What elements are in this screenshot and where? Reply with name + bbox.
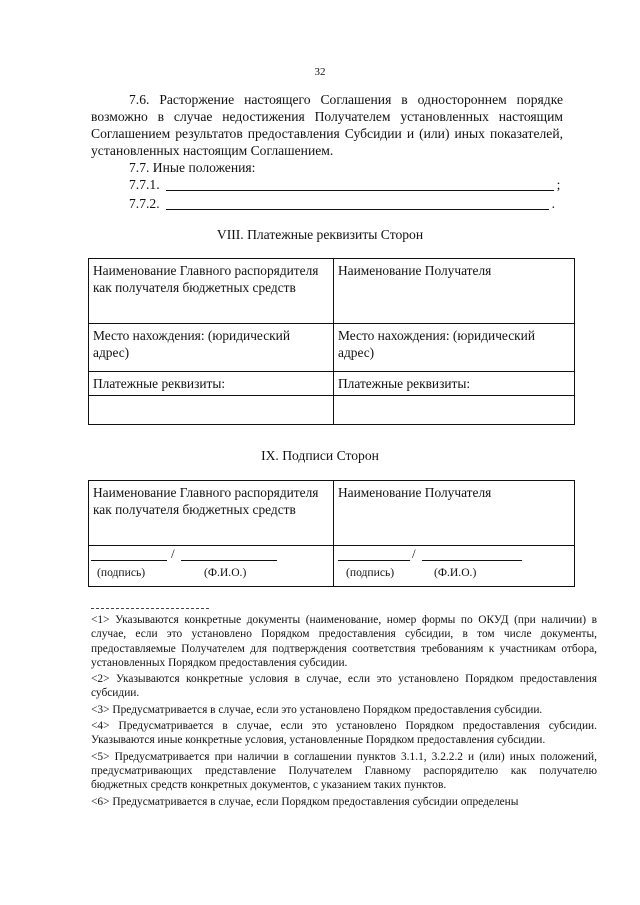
clause-7-7-1-end: ; <box>556 177 561 192</box>
table-row <box>89 396 575 425</box>
right-signature-cell <box>334 546 575 587</box>
right-party-title: Наименование Получателя <box>334 481 575 546</box>
left-slash: / <box>171 546 175 561</box>
section-8-heading: VIII. Платежные реквизиты Сторон <box>216 227 424 242</box>
table-row <box>89 324 575 372</box>
right-name-line[interactable] <box>422 560 522 561</box>
left-name-line[interactable] <box>181 560 277 561</box>
right-slash: / <box>412 546 416 561</box>
footnote-4: <4> Предусматривается в случае, если это установлено Порядком предоставления субсидии. Указываются иные конкретные условия, установленные Порядком предоставления субсидии. <box>91 720 597 747</box>
footnote-3: <3> Предусматривается в случае, если это установлено Порядком предоставления субсидии. <box>91 703 543 716</box>
page-number: 32 <box>314 66 326 78</box>
footnote-2: <2> Указываются конкретные условия в случае, если это установлено Порядком предоставления субсидии. <box>91 673 597 700</box>
clause-7-7-1 <box>91 176 563 193</box>
footnotes <box>91 613 597 811</box>
table-row <box>89 259 575 324</box>
table-cell: Наименование Главного распорядителя как получателя бюджетных средств <box>89 259 334 324</box>
clause-7-6: 7.6. Расторжение настоящего Соглашения в одностороннем порядке возможно в случае недостижения Получателем установленных настоящим Соглашением результатов предоставления Субсидии и (или) иных показателей, установленных настоящим Соглашением. <box>91 92 563 158</box>
section-9-heading: IX. Подписи Сторон <box>261 448 379 463</box>
table-cell: Платежные реквизиты: <box>89 372 334 396</box>
clause-7-7-2-end: . <box>551 196 555 211</box>
table-cell: Место нахождения: (юридический адрес) <box>334 324 575 372</box>
table-row <box>89 372 575 396</box>
left-signature-line[interactable] <box>91 560 167 561</box>
footnote-divider <box>91 608 209 609</box>
payment-details-table <box>88 258 575 425</box>
clause-7-7-2 <box>91 195 563 212</box>
table-cell <box>334 396 575 425</box>
footnote-5: <5> Предусматривается при наличии в соглашении пунктов 3.1.1, 3.2.2.2 и (или) иных положений, предусматривающих представление Получателем Главному распорядителю как получателю бюджетных средств конкретных документов, с указанием таких пунктов. <box>91 750 597 792</box>
right-signature-caption: (подпись) <box>346 566 395 579</box>
clause-7-7-1-label: 7.7.1. <box>129 177 160 192</box>
table-cell: Место нахождения: (юридический адрес) <box>89 324 334 372</box>
footnote-6: <6> Предусматривается в случае, если Порядком предоставления субсидии определены <box>91 795 519 808</box>
table-cell: Платежные реквизиты: <box>334 372 575 396</box>
clause-7-7-2-blank[interactable] <box>166 196 549 210</box>
table-row <box>89 481 575 546</box>
signatures-table <box>88 480 575 587</box>
left-name-caption: (Ф.И.О.) <box>204 566 247 579</box>
left-party-title: Наименование Главного распорядителя как получателя бюджетных средств <box>89 481 334 546</box>
clause-7-7: 7.7. Иные положения: <box>129 160 256 175</box>
left-signature-caption: (подпись) <box>97 566 146 579</box>
right-signature-line[interactable] <box>338 560 410 561</box>
footnote-1: <1> Указываются конкретные документы (наименование, номер формы по ОКУД (при наличии) в случае, если это установлено Порядком предоставления субсидии, в том числе документы, предоставляемые Получателем для подтверждения соответствия требованиям к участникам отбора, установленных Порядком предоставления субсидии. <box>91 614 597 669</box>
clause-7-7-2-label: 7.7.2. <box>129 196 160 211</box>
table-row <box>89 546 575 587</box>
right-name-caption: (Ф.И.О.) <box>434 566 477 579</box>
table-cell <box>89 396 334 425</box>
table-cell: Наименование Получателя <box>334 259 575 324</box>
left-signature-cell <box>89 546 334 587</box>
clause-7-7-1-blank[interactable] <box>166 177 554 191</box>
section-7-text <box>91 91 563 212</box>
